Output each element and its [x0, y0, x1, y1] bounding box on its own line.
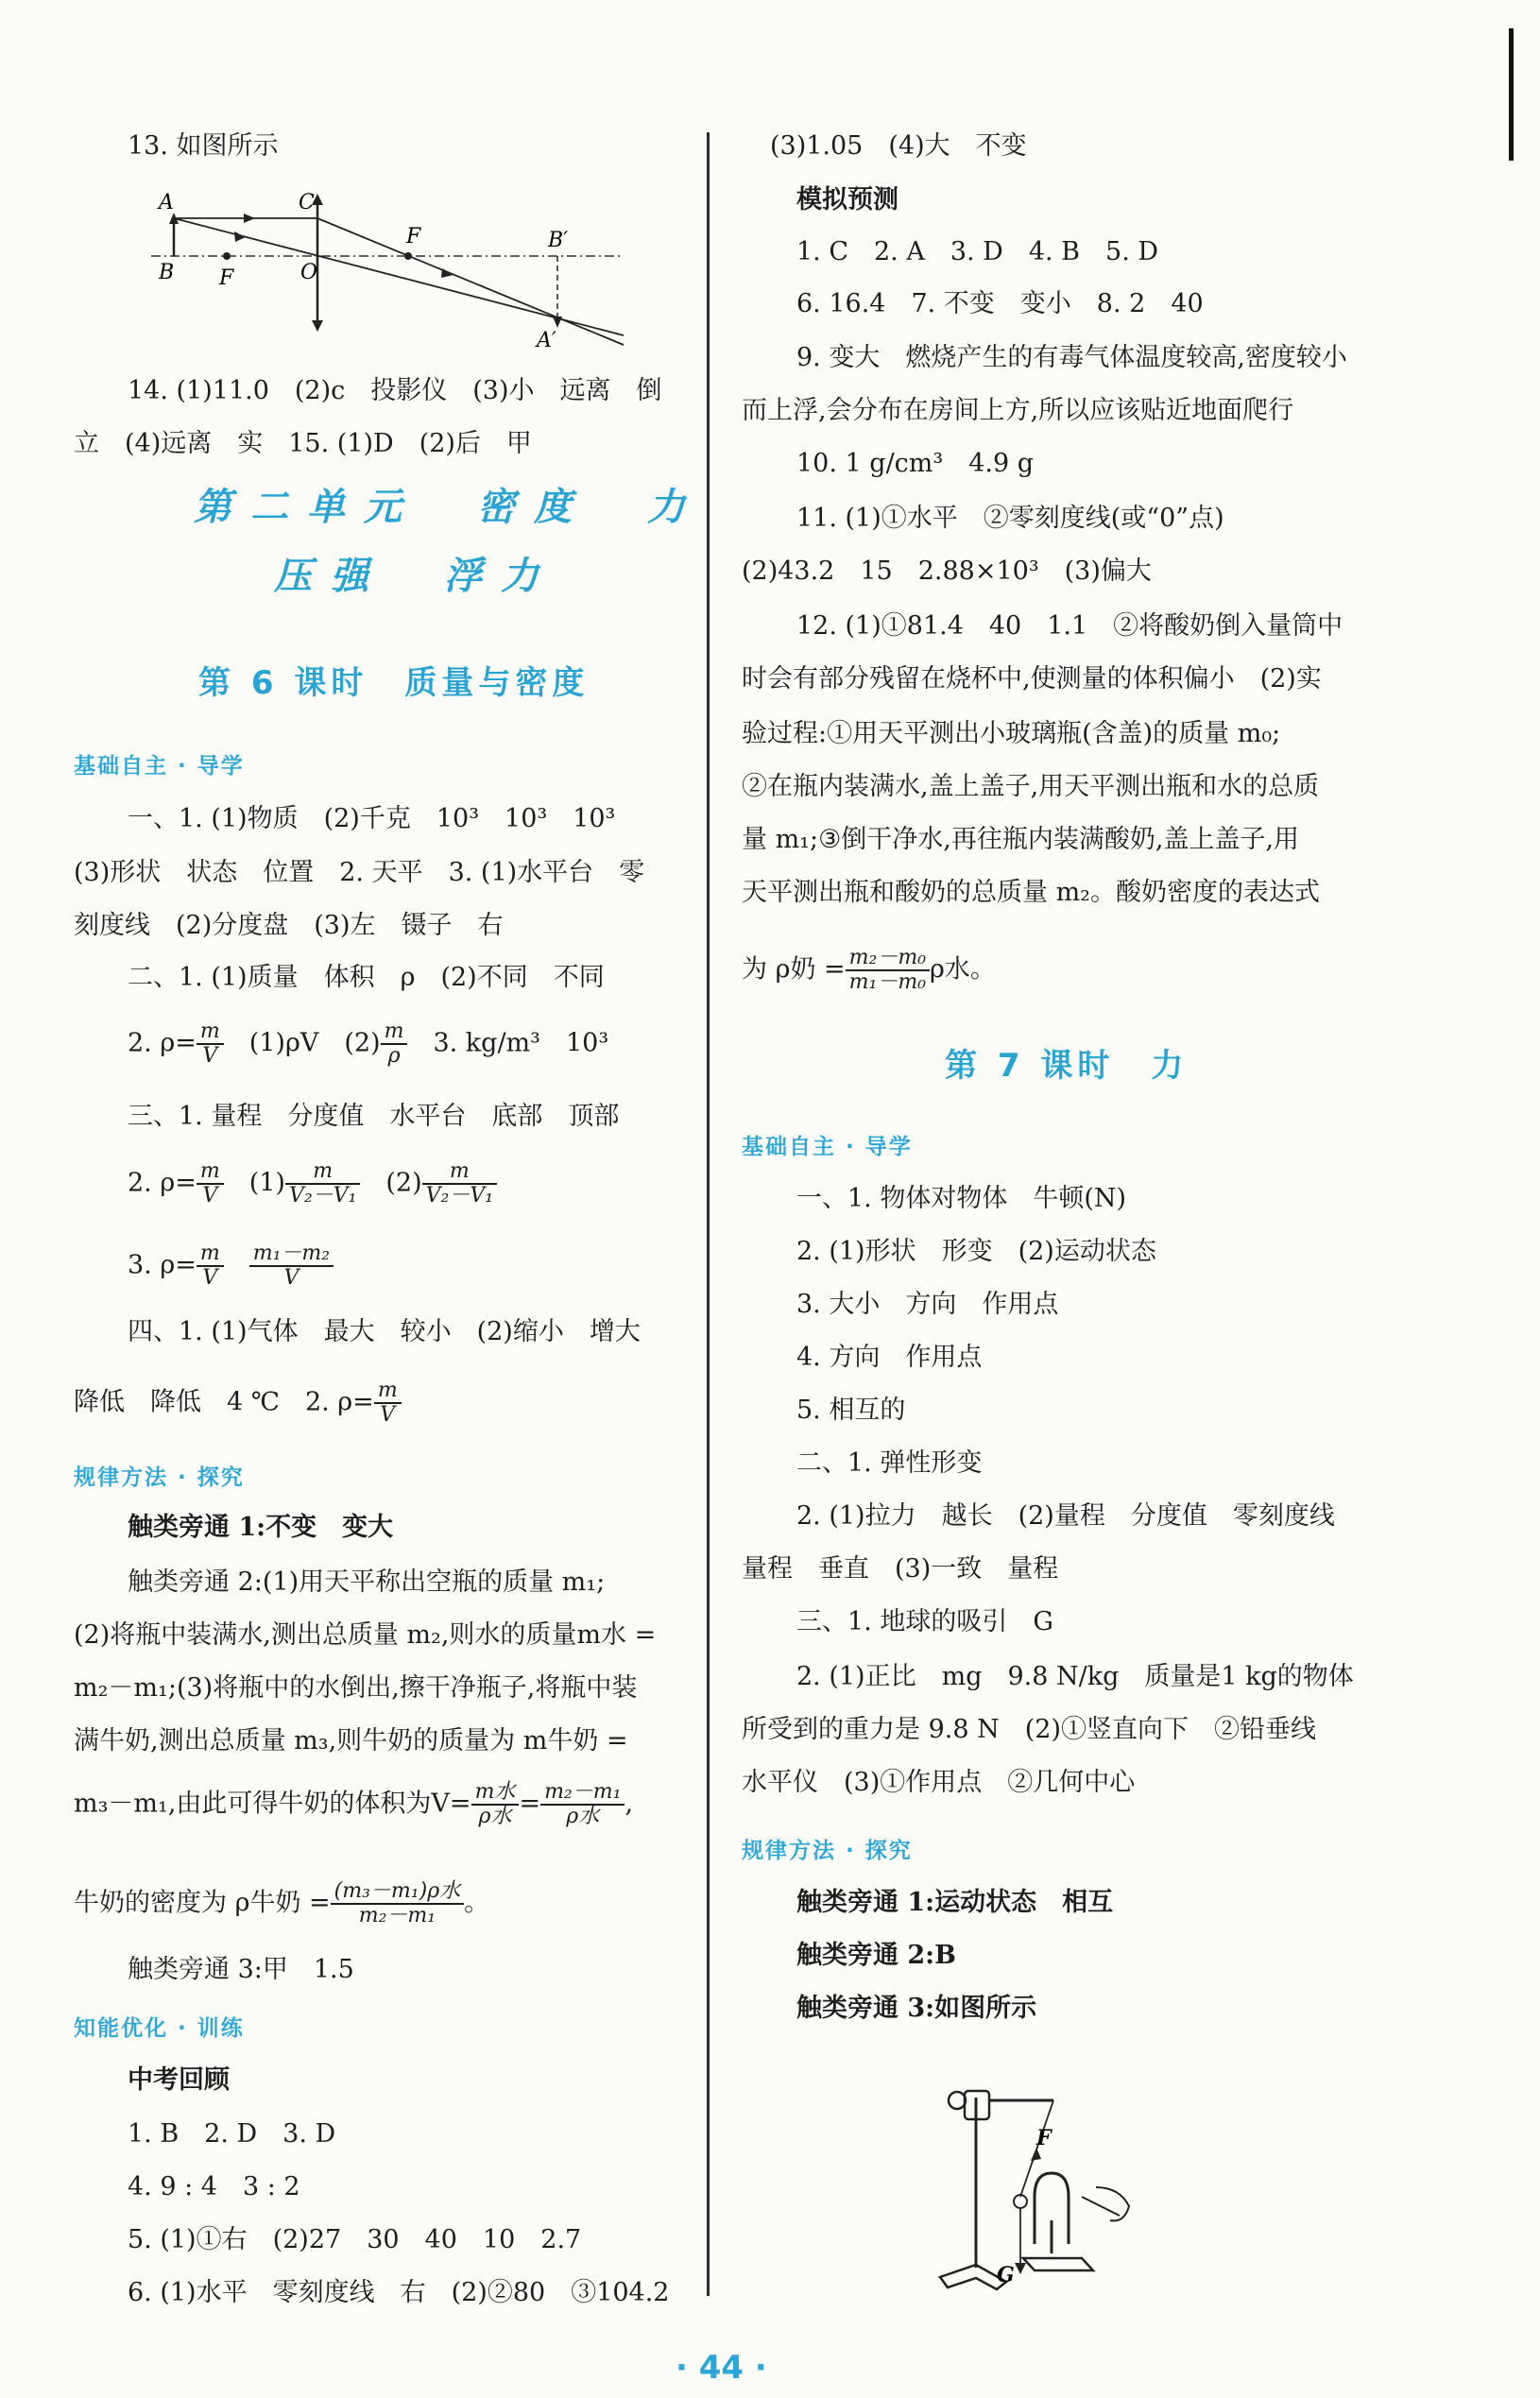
- basic-line3: 刻度线 (2)分度盘 (3)左 镊子 右: [74, 911, 504, 940]
- tip2-line5: m₃－m₁,由此可得牛奶的体积为V= $\frac{\text{m水}}{\text{ρ水}}$ = $\frac{\text{m₂－m₁}}{\text{ρ水}}$ ,: [74, 1780, 634, 1828]
- focus-point-right: [404, 252, 412, 260]
- lesson6-title: 第 6 课时 质量与密度: [198, 664, 590, 702]
- basic-line4: 二、1. (1)质量 体积 ρ (2)不同 不同: [128, 963, 605, 992]
- tip-r1: 触类旁通 1:运动状态 相互: [796, 1888, 1114, 1917]
- mock-12-line1: 12. (1)①81.4 40 1.1 ②将酸奶倒入量筒中: [796, 611, 1343, 641]
- label-G: G: [997, 2263, 1015, 2287]
- mock-12-line2: 时会有部分残留在烧杯中,使测量的体积偏小 (2)实: [742, 664, 1322, 694]
- answer-4: 4. 9 : 4 3 : 2: [128, 2172, 300, 2201]
- force-line10: 2. (1)正比 mg 9.8 N/kg 质量是1 kg的物体: [796, 1662, 1354, 1691]
- tip3: 触类旁通 3:甲 1.5: [128, 1955, 354, 1984]
- label-O: O: [300, 261, 318, 284]
- mock-12-line6: 天平测出瓶和酸奶的总质量 m₂。酸奶密度的表达式: [742, 878, 1321, 907]
- lens-ray-diagram: [151, 184, 642, 354]
- mock-11-line1: 11. (1)①水平 ②零刻度线(或“0”点): [796, 504, 1224, 533]
- ray-arrow-1: [244, 214, 255, 223]
- mock-11-line2: (2)43.2 15 2.88×10³ (3)偏大: [742, 557, 1152, 586]
- mock-9-line2: 而上浮,会分布在房间上方,所以应该贴近地面爬行: [742, 396, 1294, 425]
- mock-12-line5: 量 m₁;③倒干净水,再往瓶内装满酸奶,盖上盖子,用: [742, 825, 1300, 854]
- section-basic-right: 基础自主 · 导学: [742, 1135, 913, 1159]
- label-A: A: [159, 191, 174, 214]
- unit-title-line2: 压强 浮力: [274, 555, 557, 598]
- page-edge-mark: [1509, 28, 1514, 161]
- tip2-line2: (2)将瓶中装满水,测出总质量 m₂,则水的质量m水 =: [74, 1620, 657, 1650]
- answer-5: 5. (1)①右 (2)27 30 40 10 2.7: [128, 2225, 582, 2254]
- tip2-line3: m₂－m₁;(3)将瓶中的水倒出,擦干净瓶子,将瓶中装: [74, 1673, 638, 1703]
- tip1: 触类旁通 1:不变 变大: [128, 1513, 394, 1542]
- lesson7-title: 第 7 课时 力: [945, 1047, 1189, 1085]
- basic-line1: 一、1. (1)物质 (2)千克 10³ 10³ 10³: [128, 804, 616, 833]
- mock-12-line3: 验过程:①用天平测出小玻璃瓶(含盖)的质量 m₀;: [742, 719, 1281, 748]
- q14-line2: 立 (4)远离 实 15. (1)D (2)后 甲: [74, 429, 532, 458]
- fork-base: [1023, 2258, 1093, 2270]
- force-line11: 所受到的重力是 9.8 N (2)①竖直向下 ②铅垂线: [742, 1715, 1316, 1744]
- force-line4: 4. 方向 作用点: [796, 1343, 983, 1372]
- mock-heading: 模拟预测: [796, 185, 898, 214]
- section-method-left: 规律方法 · 探究: [74, 1465, 245, 1490]
- exam-review-heading: 中考回顾: [128, 2065, 230, 2095]
- column-divider: [707, 132, 710, 2296]
- tip2-line1: 触类旁通 2:(1)用天平称出空瓶的质量 m₁;: [128, 1567, 606, 1597]
- mock-1-5: 1. C 2. A 3. D 4. B 5. D: [796, 237, 1159, 266]
- q14-line1: 14. (1)11.0 (2)c 投影仪 (3)小 远离 倒: [128, 376, 662, 405]
- mock-9-line1: 9. 变大 燃烧产生的有毒气体温度较高,密度较小: [796, 343, 1347, 372]
- basic-line8: 3. ρ= $\frac{m}{V}$ $\frac{\text{m₁－m₂}}{V}$: [128, 1242, 334, 1290]
- focus-point-left: [223, 252, 231, 260]
- force-line7: 2. (1)拉力 越长 (2)量程 分度值 零刻度线: [796, 1501, 1335, 1531]
- force-line3: 3. 大小 方向 作用点: [796, 1290, 1059, 1319]
- basic-line2: (3)形状 状态 位置 2. 天平 3. (1)水平台 零: [74, 858, 645, 887]
- tip-r2: 触类旁通 2:B: [796, 1941, 956, 1970]
- unit-title-line1: 第二单元 密度 力: [194, 486, 704, 529]
- tuning-fork-pendulum-figure: [931, 2055, 1195, 2296]
- tip-r3: 触类旁通 3:如图所示: [796, 1994, 1037, 2023]
- label-B: B: [159, 261, 175, 284]
- right-line0: (3)1.05 (4)大 不变: [770, 131, 1027, 161]
- basic-line10: 降低 降低 4 ℃ 2. ρ= $\frac{m}{V}$: [74, 1379, 402, 1427]
- force-line5: 5. 相互的: [796, 1396, 906, 1425]
- basic-line6: 三、1. 量程 分度值 水平台 底部 顶部: [128, 1102, 620, 1131]
- page-number: · 44 ·: [676, 2349, 767, 2387]
- force-line6: 二、1. 弹性形变: [796, 1448, 983, 1478]
- label-B-prime: B′: [548, 229, 569, 252]
- label-F-right: F: [406, 225, 421, 248]
- label-F: F: [1036, 2126, 1052, 2150]
- label-F-left: F: [219, 266, 234, 290]
- mock-12-line7: 为 ρ奶 = $\frac{\text{m₂－m₀}}{\text{m₁－m₀}}$ ρ水。: [742, 946, 996, 994]
- pendulum-ball: [1014, 2195, 1027, 2208]
- section-basic-left: 基础自主 · 导学: [74, 754, 245, 779]
- basic-line9: 四、1. (1)气体 最大 较小 (2)缩小 增大: [128, 1317, 641, 1346]
- label-C: C: [299, 191, 315, 214]
- section-method-right: 规律方法 · 探究: [742, 1839, 913, 1863]
- hand-mallet: [1082, 2187, 1129, 2220]
- tip2-line4: 满牛奶,测出总质量 m₃,则牛奶的质量为 m牛奶 =: [74, 1726, 628, 1756]
- force-line8: 量程 垂直 (3)一致 量程: [742, 1554, 1059, 1584]
- force-line12: 水平仪 (3)①作用点 ②几何中心: [742, 1768, 1136, 1797]
- q13-text: 13. 如图所示: [128, 131, 279, 161]
- mock-10: 10. 1 g/cm³ 4.9 g: [796, 449, 1035, 478]
- mock-6-8: 6. 16.4 7. 不变 变小 8. 2 40: [796, 289, 1204, 318]
- gravity-arrow-head: [1015, 2263, 1026, 2274]
- ray-arrow-2: [234, 231, 246, 242]
- lens-bottom-arrow: [312, 320, 323, 332]
- basic-line7: 2. ρ= $\frac{m}{V}$ (1) $\frac{m}{\text{V₂－V₁}}$ (2) $\frac{m}{\text{V₂－V₁}}$: [128, 1160, 497, 1208]
- force-line1: 一、1. 物体对物体 牛顿(N): [796, 1184, 1127, 1213]
- ray-refracted: [317, 218, 624, 345]
- label-A-prime: A′: [537, 329, 556, 352]
- tip2-line6: 牛奶的密度为 ρ牛奶 = $\frac{\text{(m₃－m₁)ρ水}}{\text{m₂－m₁}}$ 。: [74, 1879, 490, 1927]
- image-arrow-head: [553, 317, 562, 328]
- basic-line5: 2. ρ= $\frac{m}{V}$ (1)ρV (2) $\frac{m}{\rho}$ 3. kg/m³ 10³: [128, 1019, 609, 1068]
- clamp-knob: [949, 2092, 966, 2109]
- section-train: 知能优化 · 训练: [74, 2016, 245, 2041]
- answer-6: 6. (1)水平 零刻度线 右 (2)②80 ③104.2: [128, 2278, 670, 2307]
- force-line2: 2. (1)形状 形变 (2)运动状态: [796, 1237, 1156, 1266]
- answers-1-3: 1. B 2. D 3. D: [128, 2119, 336, 2149]
- force-line9: 三、1. 地球的吸引 G: [796, 1607, 1053, 1636]
- mock-12-line4: ②在瓶内装满水,盖上盖子,用天平测出瓶和水的总质: [742, 772, 1320, 801]
